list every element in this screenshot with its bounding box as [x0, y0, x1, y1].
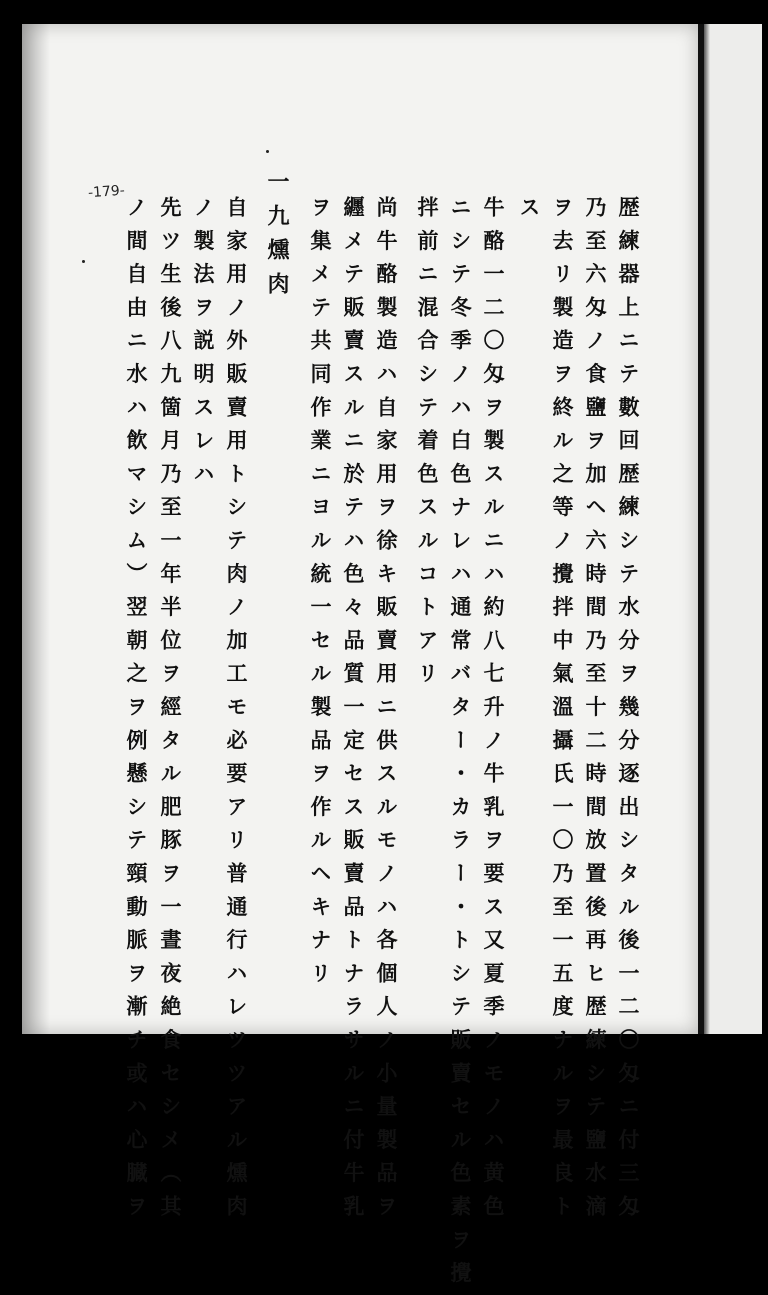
page-fold-shadow [704, 24, 710, 1034]
text-column-10: ヲ集メテ共同作業ニヨル統一セル製品ヲ作ルヘキナリ [308, 196, 333, 996]
text-column-6: ニシテ冬季ノハ白色ナレハ通常バター・カラー・トシテ販賣セル色素ヲ攪 [448, 196, 473, 1295]
text-column-11: 自家用ノ外販賣用トシテ肉ノ加工モ必要アリ普通行ハレツツアル燻肉 [224, 196, 249, 1229]
section-heading: 一九燻肉 [264, 170, 290, 306]
text-column-3: ヲ去リ製造ヲ終ル之等ノ攪拌中氣溫攝氏一〇乃至一五度ナルヲ最良ト [550, 196, 575, 1229]
text-column-2: 乃至六匁ノ食鹽ヲ加ヘ六時間乃至十二時間放置後再ヒ歴練シテ鹽水滴 [583, 196, 608, 1229]
adjacent-page-edge [704, 24, 762, 1034]
text-column-9: 纒メテ販賣スルニ於テハ色々品質一定セス販賣品トナラサルニ付牛乳 [341, 196, 366, 1229]
text-column-12: ノ製法ヲ説明スレハ [191, 196, 216, 496]
book-page [22, 24, 698, 1295]
text-column-7: 拌前ニ混合シテ着色スルコトアリ [415, 196, 440, 696]
text-column-13: 先ツ生後八九箇月乃至一年半位ヲ經タル肥豚ヲ一晝夜絶食セシメ（其 [158, 196, 183, 1229]
text-column-14: ノ間自由ニ水ハ飲マシム）翌朝之ヲ例懸シテ頸動脈ヲ漸チ或ハ心臓ヲ [124, 196, 149, 1229]
text-column-4: ス [517, 196, 542, 230]
text-column-1: 歴練器上ニテ數回歴練シテ水分ヲ幾分逐出シタル後一二〇匁ニ付三匁 [616, 196, 641, 1229]
text-column-8: 尚牛酪製造ハ自家用ヲ徐キ販賣用ニ供スルモノハ各個人ノ小量製品ヲ [374, 196, 399, 1229]
text-column-5: 牛酪一二〇匁ヲ製スルニハ約八七升ノ牛乳ヲ要ス又夏季ノモノハ黄色 [481, 196, 506, 1229]
punctuation-dot [82, 260, 85, 263]
punctuation-dot [266, 150, 269, 153]
page-gutter-shadow [22, 24, 50, 1034]
page-number: -179- [87, 182, 126, 202]
